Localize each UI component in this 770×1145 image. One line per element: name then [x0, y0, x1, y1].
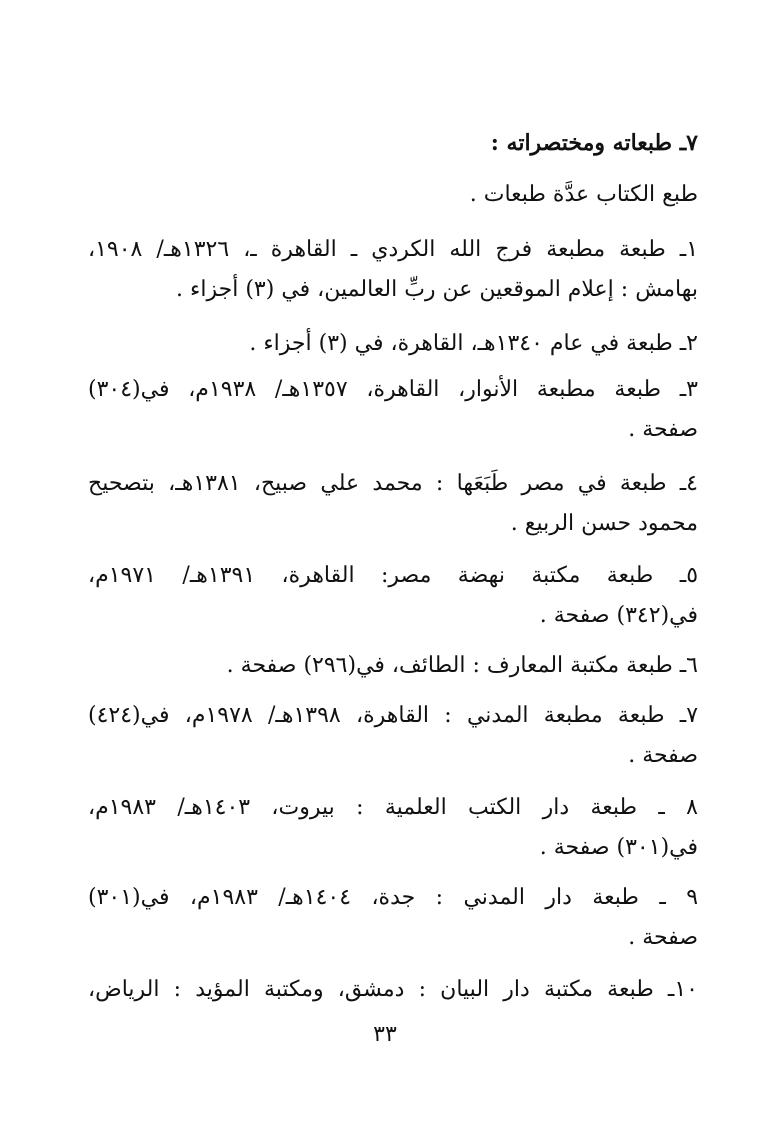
section-intro: طبع الكتاب عدَّة طبعات . [469, 182, 698, 207]
edition-entry-2 [88, 324, 698, 364]
entry-line: في(٣٤٢) صفحة . [539, 603, 698, 628]
entry-line: ٦ـ طبعة مكتبة المعارف : الطائف، في(٢٩٦) صفحة . [226, 653, 698, 678]
entry-line: ٨ ـ طبعة دار الكتب العلمية : بيروت، ١٤٠٣هـ/ ١٩٨٣م، [88, 795, 698, 820]
entry-line: ٣ـ طبعة مطبعة الأنوار، القاهرة، ١٣٥٧هـ/ ١٩٣٨م، في(٣٠٤) [88, 377, 698, 402]
entry-line: ١ـ طبعة مطبعة فرج الله الكردي ـ القاهرة ـ، ١٣٢٦هـ/ ١٩٠٨، [88, 237, 699, 262]
entry-line: محمود حسن الربيع . [510, 511, 698, 536]
entry-line: في(٣٠١) صفحة . [539, 835, 698, 860]
entry-line: صفحة . [628, 925, 698, 950]
edition-entry-10 [88, 970, 698, 1010]
entry-line: ١٠ـ طبعة مكتبة دار البيان : دمشق، ومكتبة المؤيد : الرياض، [88, 977, 698, 1002]
page-number: ٣٣ [373, 1022, 397, 1047]
entry-line: صفحة . [628, 417, 698, 442]
edition-entry-5 [88, 556, 698, 636]
entry-line: ٧ـ طبعة مطبعة المدني : القاهرة، ١٣٩٨هـ/ ١٩٧٨م، في(٤٢٤) [88, 703, 699, 728]
edition-entry-3 [88, 370, 698, 450]
edition-entry-4 [88, 464, 698, 544]
edition-entry-7 [88, 696, 698, 776]
section-heading: ٧ـ طبعاته ومختصراته : [490, 130, 698, 156]
entry-line: صفحة . [628, 743, 698, 768]
entry-line: ٥ـ طبعة مكتبة نهضة مصر: القاهرة، ١٣٩١هـ/ ١٩٧١م، [88, 563, 699, 588]
entry-line: ٢ـ طبعة في عام ١٣٤٠هـ، القاهرة، في (٣) أجزاء . [249, 331, 698, 356]
entry-line: ٤ـ طبعة في مصر طَبَعَها : محمد علي صبيح، ١٣٨١هـ، بتصحيح [88, 471, 698, 496]
edition-entry-6 [88, 646, 698, 686]
entry-line: ٩ ـ طبعة دار المدني : جدة، ١٤٠٤هـ/ ١٩٨٣م، في(٣٠١) [88, 885, 699, 910]
entry-line: بهامش : إعلام الموقعين عن ربِّ العالمين، في (٣) أجزاء . [176, 277, 698, 302]
edition-entry-1 [88, 230, 698, 310]
edition-entry-9 [88, 878, 698, 958]
edition-entry-8 [88, 788, 698, 868]
